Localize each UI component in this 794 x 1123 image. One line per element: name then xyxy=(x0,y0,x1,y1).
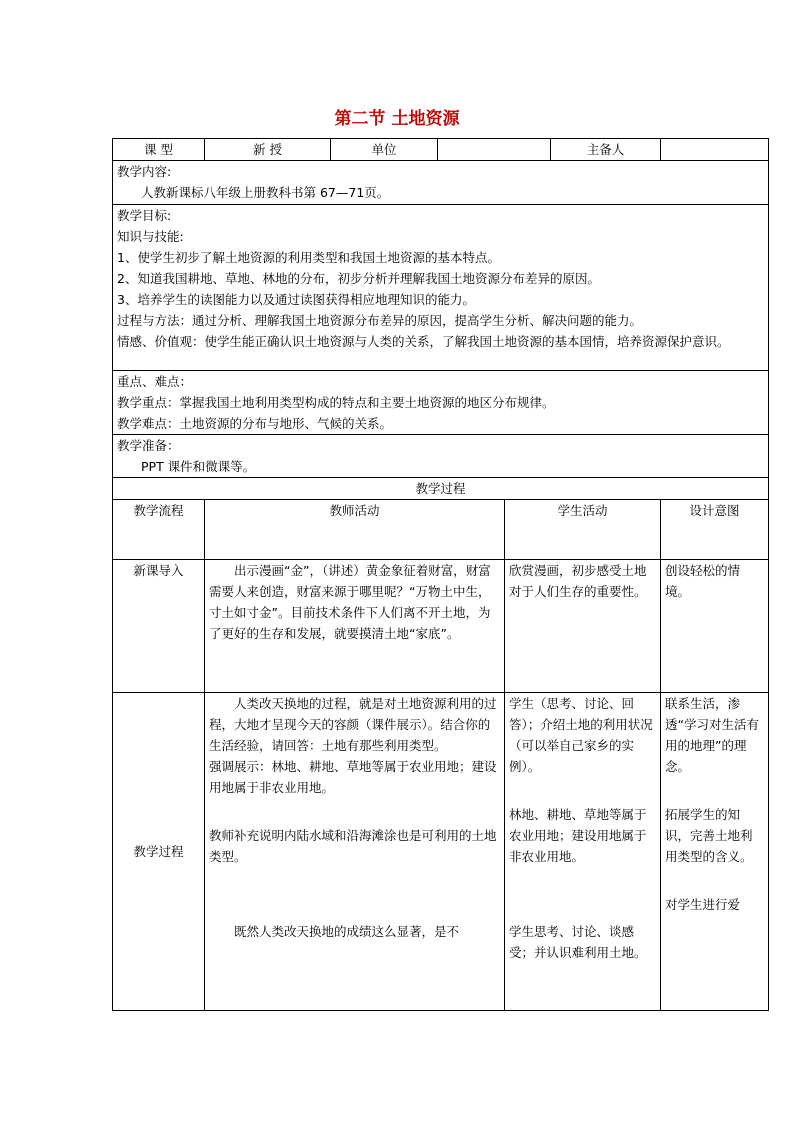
process-method: 过程与方法：通过分析、理解我国土地资源分布差异的原因，提高学生分析、解决问题的能力。 xyxy=(117,313,643,328)
student-text: 欣赏漫画，初步感受土地对于人们生存的重要性。 xyxy=(509,563,647,599)
type-value: 新 授 xyxy=(205,139,331,161)
key-point: 教学重点：掌握我国土地利用类型构成的特点和主要土地资源的地区分布规律。 xyxy=(117,395,555,410)
knowledge-label: 知识与技能: xyxy=(117,229,184,244)
content-row xyxy=(113,161,769,205)
difficult-point: 教学难点：土地资源的分布与地形、气候的关系。 xyxy=(117,416,393,431)
process-title-row xyxy=(113,478,769,500)
objectives-cell xyxy=(113,205,769,371)
lead-label: 主备人 xyxy=(551,139,661,161)
keypoints-row xyxy=(113,371,769,435)
teacher-text: 人类改天换地的过程，就是对土地资源利用的过程，大地才呈现今天的容颜（课件展示）。结合你的生活经验，请回答：土地有那些利用类型。 xyxy=(209,696,497,753)
student-cell xyxy=(505,693,661,1011)
content-cell xyxy=(113,161,769,205)
lesson-plan-table xyxy=(112,138,769,1011)
unit-value xyxy=(438,139,551,161)
preparation-text: PPT 课件和微课等。 xyxy=(141,459,256,474)
page-title: 第二节 土地资源 xyxy=(334,109,460,129)
process-row-intro xyxy=(113,560,769,693)
student-text: 林地、耕地、草地等属于农业用地；建设用地属于非农业用地。 xyxy=(509,807,647,864)
intent-cell xyxy=(661,560,769,693)
stage-cell: 新课导入 xyxy=(113,560,205,693)
teacher-text: 教师补充说明内陆水域和沿海滩涂也是可利用的土地类型。 xyxy=(209,828,497,864)
preparation-cell xyxy=(113,435,769,478)
intent-cell xyxy=(661,693,769,1011)
objective-item: 2、知道我国耕地、草地、林地的分布，初步分析并理解我国土地资源分布差异的原因。 xyxy=(117,271,600,286)
objective-item: 3、培养学生的读图能力以及通过读图获得相应地理知识的能力。 xyxy=(117,292,475,307)
student-cell xyxy=(505,560,661,693)
preparation-label: 教学准备： xyxy=(117,438,180,453)
teacher-text: 强调展示：林地、耕地、草地等属于农业用地；建设用地属于非农业用地。 xyxy=(209,759,497,795)
content-label: 教学内容: xyxy=(117,164,172,179)
objective-item: 1、使学生初步了解土地资源的利用类型和我国土地资源的基本特点。 xyxy=(117,250,500,265)
process-row-main xyxy=(113,693,769,1011)
type-label: 课 型 xyxy=(113,139,205,161)
lead-value xyxy=(661,139,769,161)
teacher-cell xyxy=(205,693,505,1011)
emotion-value: 情感、价值观：使学生能正确认识土地资源与人类的关系，了解我国土地资源的基本国情，培养资源保护意识。 xyxy=(117,334,730,349)
student-text: 学生（思考、讨论、回答）；介绍土地的利用状况（可以举自己家乡的实例）。 xyxy=(509,696,653,774)
preparation-row xyxy=(113,435,769,478)
header-row xyxy=(113,139,769,161)
student-text: 学生思考、讨论、谈感受；并认识难利用土地。 xyxy=(509,924,647,960)
col-header-intent: 设计意图 xyxy=(661,500,769,560)
keypoints-cell xyxy=(113,371,769,435)
intent-text: 对学生进行爱 xyxy=(665,897,741,912)
process-title: 教学过程 xyxy=(113,478,769,500)
keypoints-label: 重点、难点： xyxy=(117,374,193,389)
col-header-stage: 教学流程 xyxy=(113,500,205,560)
intent-text: 创设轻松的情境。 xyxy=(665,563,741,599)
col-header-student: 学生活动 xyxy=(505,500,661,560)
teacher-text: 出示漫画“金”，（讲述）黄金象征着财富，财富需要人来创造，财富来源于哪里呢？“万物土中生，寸土如寸金”。目前技术条件下人们离不开土地，为了更好的生存和发展，就要摸清土地“家底”。 xyxy=(209,563,491,641)
objectives-label: 教学目标: xyxy=(117,208,172,223)
col-header-teacher: 教师活动 xyxy=(205,500,505,560)
content-text: 人教新课标八年级上册教科书第 67—71页。 xyxy=(141,185,390,200)
intent-text: 拓展学生的知识，完善土地利用类型的含义。 xyxy=(665,807,753,864)
teacher-cell xyxy=(205,560,505,693)
unit-label: 单位 xyxy=(331,139,438,161)
teacher-text: 既然人类改天换地的成绩这么显著，是不 xyxy=(234,924,460,939)
intent-text: 联系生活，渗透“学习对生活有用的地理”的理念。 xyxy=(665,696,759,774)
objectives-row xyxy=(113,205,769,371)
process-header-row xyxy=(113,500,769,560)
stage-cell: 教学过程 xyxy=(113,693,205,1011)
